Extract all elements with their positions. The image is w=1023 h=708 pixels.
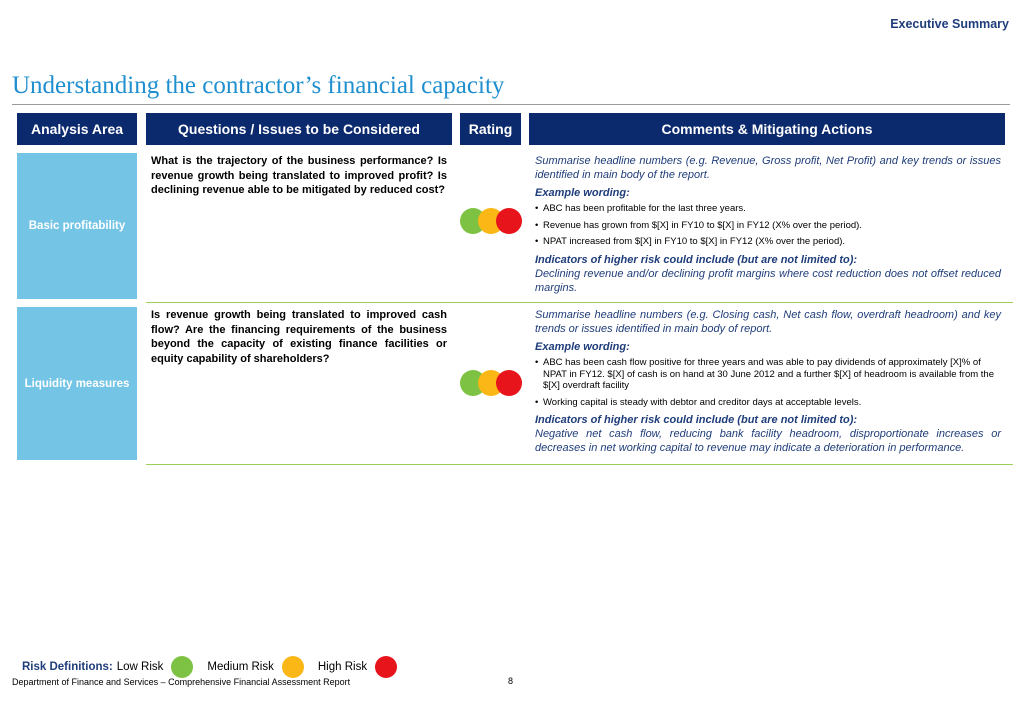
example-list [535,203,1001,248]
indicators-text: Declining revenue and/or declining profit margins where cost reduction does not offset reduced margins. [535,267,1001,294]
list-item: • Working capital is steady with debtor and creditor days at acceptable levels. [535,397,1001,409]
example-list [535,357,1001,408]
list-item: • ABC has been cash flow positive for three years and was able to pay dividends of approximately [X]% of NPAT in FY12. $[X] of cash is on hand at 30 June 2012 and a further $[X] of headroom is available from the $[X] overdraft facility [535,357,1001,392]
example-heading: Example wording: [535,341,630,353]
column-header-rating: Rating [460,113,521,145]
medium-risk-dot [282,656,304,678]
risk-legend [22,656,411,678]
question-text: What is the trajectory of the business performance? Is revenue growth being translated to improved profit? Is declining revenue able to be mitigated by reduced cost? [151,155,447,196]
list-item: • NPAT increased from $[X] in FY10 to $[X] in FY12 (X% over the period). [535,236,1001,248]
risk-rating [460,370,530,396]
indicators-heading: Indicators of higher risk could include (but are not limited to): [535,414,858,426]
column-header-analysis-area: Analysis Area [17,113,137,145]
risk-legend-label: Risk Definitions: [22,661,113,673]
row-divider [146,464,1013,465]
indicators-heading: Indicators of higher risk could include (but are not limited to): [535,253,858,266]
row-divider [146,302,1013,303]
indicators-text: Negative net cash flow, reducing bank facility headroom, disproportionate increases or decreases in net working capital to revenue may indicate a deterioration in performance. [535,428,1001,454]
comments-cell [535,308,1001,455]
high-risk-dot [375,656,397,678]
example-heading: Example wording: [535,187,630,199]
analysis-area-cell: Liquidity measures [17,307,137,460]
list-item: • Revenue has grown from $[X] in FY10 to $[X] in FY12 (X% over the period). [535,220,1001,232]
comment-intro: Summarise headline numbers (e.g. Closing cash, Net cash flow, overdraft headroom) and key trends or issues identified in main body of report. [535,309,1001,335]
column-header-questions: Questions / Issues to be Considered [146,113,452,145]
low-risk-dot [171,656,193,678]
legend-label-medium: Medium Risk [207,661,274,673]
question-text: Is revenue growth being translated to improved cash flow? Are the financing requirements of the business beyond the capacity of existing finance facilities or equity capability of shareholders? [151,309,447,365]
page-number: 8 [508,676,514,686]
risk-rating [460,208,530,234]
comments-cell [535,154,1001,295]
title-divider [12,104,1010,105]
high-risk-dot [496,208,522,234]
section-label: Executive Summary [890,17,1009,31]
list-item: • ABC has been profitable for the last three years. [535,203,1001,215]
legend-label-low: Low Risk [116,661,164,673]
footer-text: Department of Finance and Services – Comprehensive Financial Assessment Report [12,677,351,687]
comment-intro: Summarise headline numbers (e.g. Revenue, Gross profit, Net Profit) and key trends or issues identified in main body of the report. [535,155,1001,181]
page-title: Understanding the contractor’s financial capacity [12,72,505,99]
column-header-comments: Comments & Mitigating Actions [529,113,1005,145]
high-risk-dot [496,370,522,396]
legend-label-high: High Risk [317,661,368,673]
analysis-area-cell: Basic profitability [17,153,137,299]
